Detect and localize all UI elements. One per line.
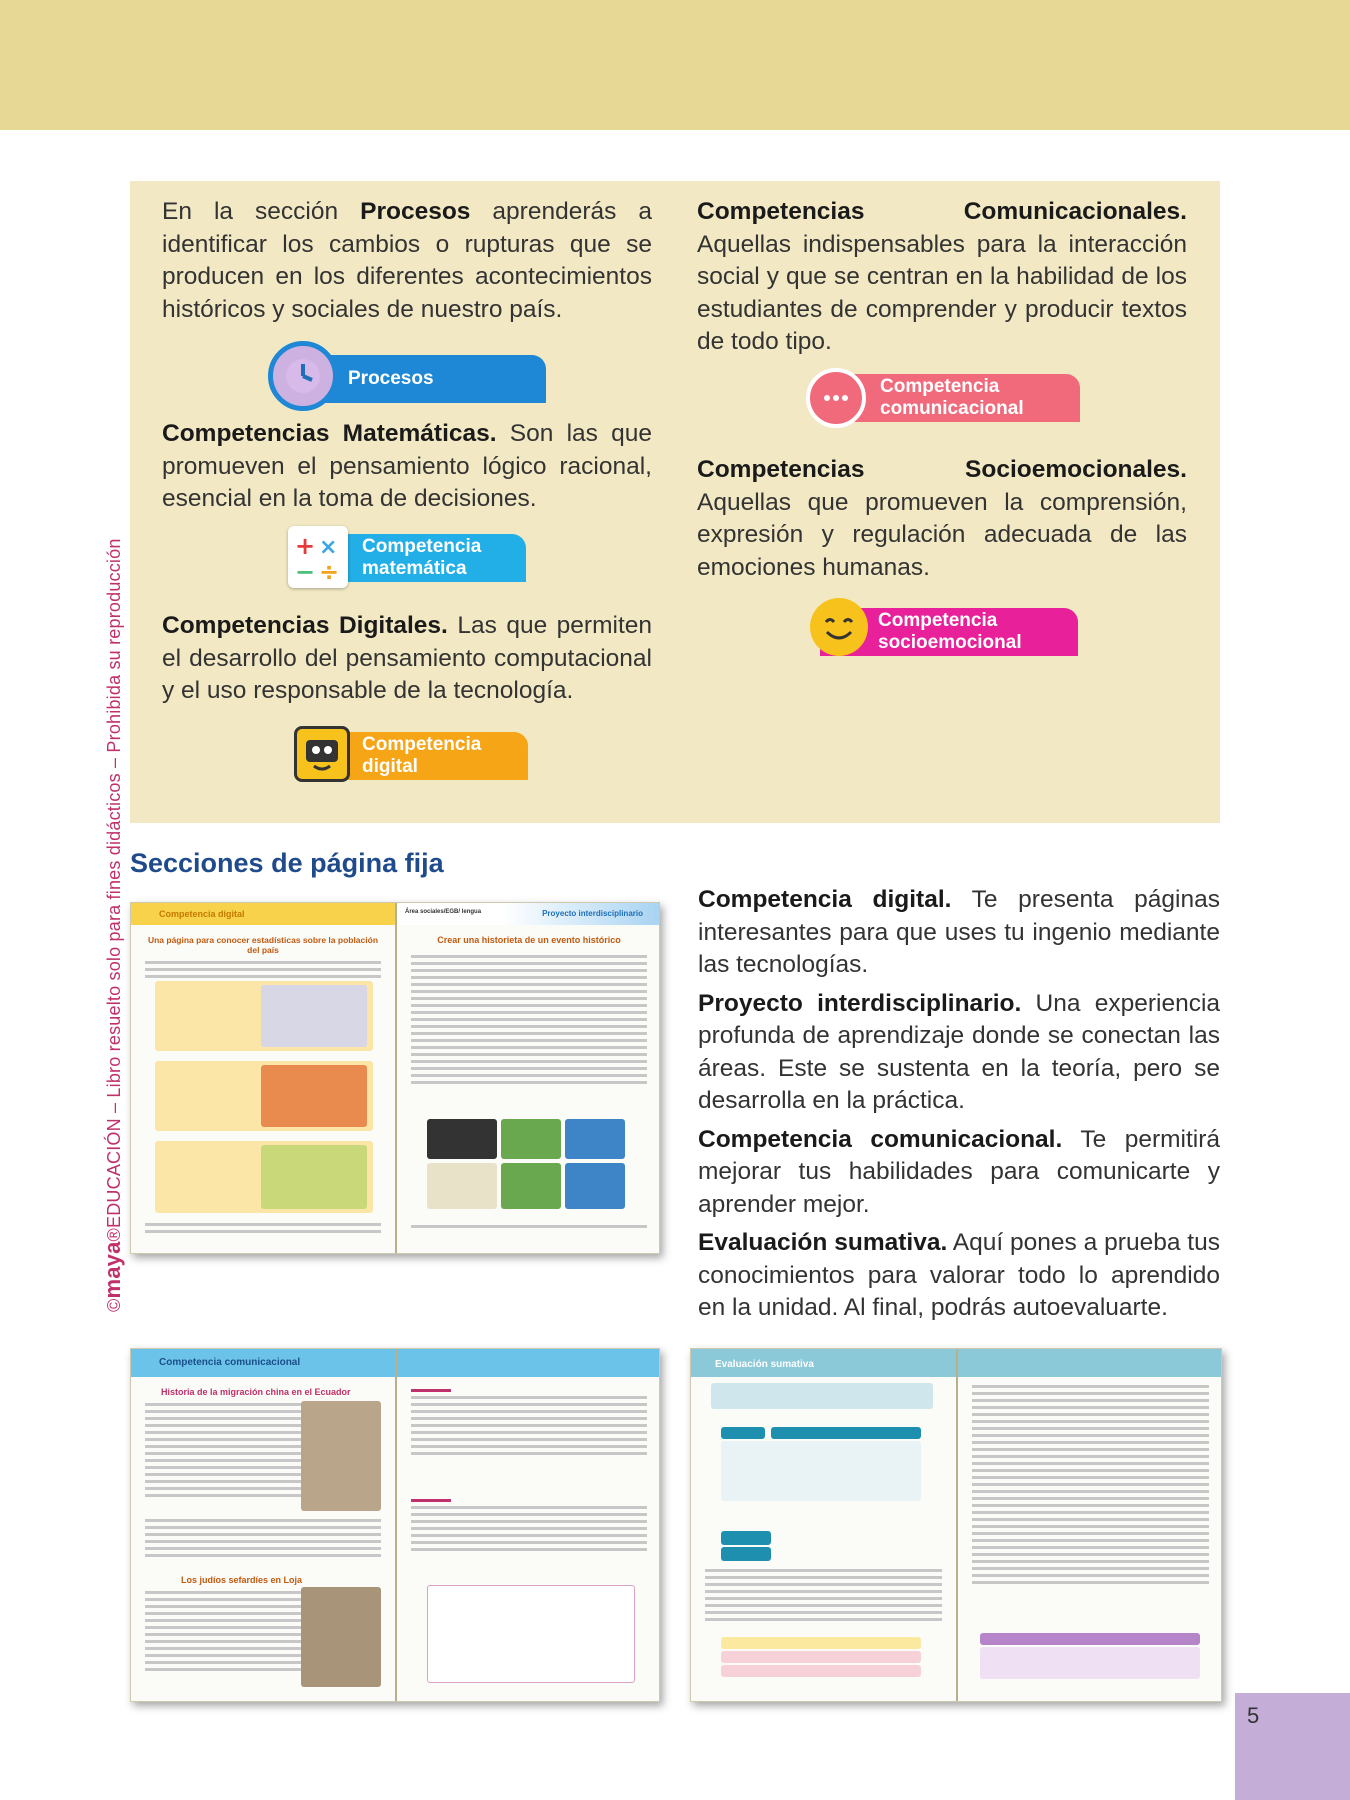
vertical-copyright-notice [100, 538, 126, 1312]
thumbnail-title-digital: Una página para conocer estadísticas sobre la población del país [147, 935, 379, 955]
page-number-tab [1235, 1693, 1350, 1800]
robot-icon [294, 726, 350, 782]
svg-text:×: × [319, 535, 338, 560]
socioemocional-badge-label: Competencia socioemocional [878, 610, 1022, 653]
smiley-face-icon [810, 598, 868, 656]
top-color-band [0, 0, 1350, 130]
copyright-text: EDUCACIÓN – Libro resuelto solo para fines didácticos – Prohibida su reproducción [104, 538, 124, 1228]
math-operators-icon [288, 526, 348, 588]
matematicas-paragraph: Competencias Matemáticas. Son las que promueven el pensamiento lógico racional, esencial en la toma de decisiones. [162, 420, 652, 512]
description-competencia-digital: Competencia digital. Te presenta páginas interesantes para que uses tu ingenio mediante las tecnologías. [698, 886, 1220, 978]
thumbnail-title-proyecto: Crear una historieta de un evento histórico [437, 935, 621, 945]
speech-bubble-icon [806, 368, 866, 428]
comunicacional-badge [820, 374, 1080, 422]
thumbnail-left-page [131, 903, 395, 1253]
procesos-paragraph: En la sección Procesos aprenderás a identificar los cambios o rupturas que se producen en los diferentes acontecimientos históricos y sociales de nuestro país. [162, 198, 652, 323]
clock-icon [268, 341, 338, 411]
comunicacional-badge-label: Competencia comunicacional [880, 376, 1024, 419]
socioemocionales-paragraph: Competencias Socioemocionales. Aquellas que promueven la comprensión, expresión y regulación adecuada de las emociones humanas. [697, 456, 1187, 581]
registered-mark: ® [104, 1227, 124, 1242]
thumbnail-header-digital: Competencia digital [159, 909, 245, 919]
thumbnail-left-page [131, 1349, 395, 1701]
sections-description-list [698, 884, 1220, 1331]
thumbnail-digital-proyecto [130, 902, 660, 1254]
thumbnail-right-page [395, 903, 660, 1253]
section-title: Secciones de página fija [130, 848, 444, 878]
digitales-paragraph: Competencias Digitales. Las que permiten el desarrollo del pensamiento computacional y el uso responsable de la tecnología. [162, 612, 652, 704]
brand-name: maya [100, 1241, 125, 1299]
thumbnail-header-proyecto: Proyecto interdisciplinario [542, 909, 643, 918]
description-competencia-comunicacional: Competencia comunicacional. Te permitirá mejorar tus habilidades para comunicarte y aprender mejor. [698, 1125, 1220, 1218]
procesos-badge-label: Procesos [348, 368, 434, 389]
matematica-badge [295, 532, 526, 584]
digital-badge [300, 732, 528, 780]
thumbnail-header-evaluacion: Evaluación sumativa [715, 1359, 814, 1370]
page-number: 5 [1247, 1703, 1260, 1728]
description-evaluacion-sumativa: Evaluación sumativa. Aquí pones a prueba tus conocimientos para valorar todo lo aprendido en la unidad. Al final, podrás autoevaluarte. [698, 1229, 1220, 1321]
thumbnail-small-header: Área sociales/EGB/ lengua [405, 909, 482, 915]
copyright-symbol: © [104, 1298, 124, 1312]
digital-badge-label: Competencia digital [362, 734, 482, 777]
comunicacionales-paragraph: Competencias Comunicacionales. Aquellas indispensables para la interacción social y que se centran en la habilidad de los estudiantes de comprender y producir textos de todo tipo. [697, 198, 1187, 355]
description-proyecto-interdisciplinario: Proyecto interdisciplinario. Una experiencia profunda de aprendizaje donde se conectan las áreas. Este se sustenta en la teoría, pero se desarrolla en la práctica. [698, 989, 1221, 1114]
svg-text:−: − [295, 558, 316, 584]
socioemocional-badge [820, 608, 1078, 656]
thumbnail-right-page [956, 1349, 1222, 1701]
thumbnail-right-page [395, 1349, 660, 1701]
thumbnail-comunicacional [130, 1348, 660, 1702]
thumbnail-evaluacion [690, 1348, 1222, 1702]
thumbnail-title-comunicacional: Historia de la migración china en el Ecuador [161, 1387, 351, 1397]
procesos-badge [286, 355, 546, 403]
thumbnail-left-page [691, 1349, 956, 1701]
svg-text:÷: ÷ [319, 558, 340, 584]
matematica-badge-label: Competencia matemática [362, 536, 482, 579]
svg-text:+: + [295, 532, 316, 560]
thumbnail-subtitle-comunicacional: Los judíos sefardíes en Loja [181, 1575, 303, 1585]
thumbnail-header-comunicacional: Competencia comunicacional [159, 1357, 301, 1368]
